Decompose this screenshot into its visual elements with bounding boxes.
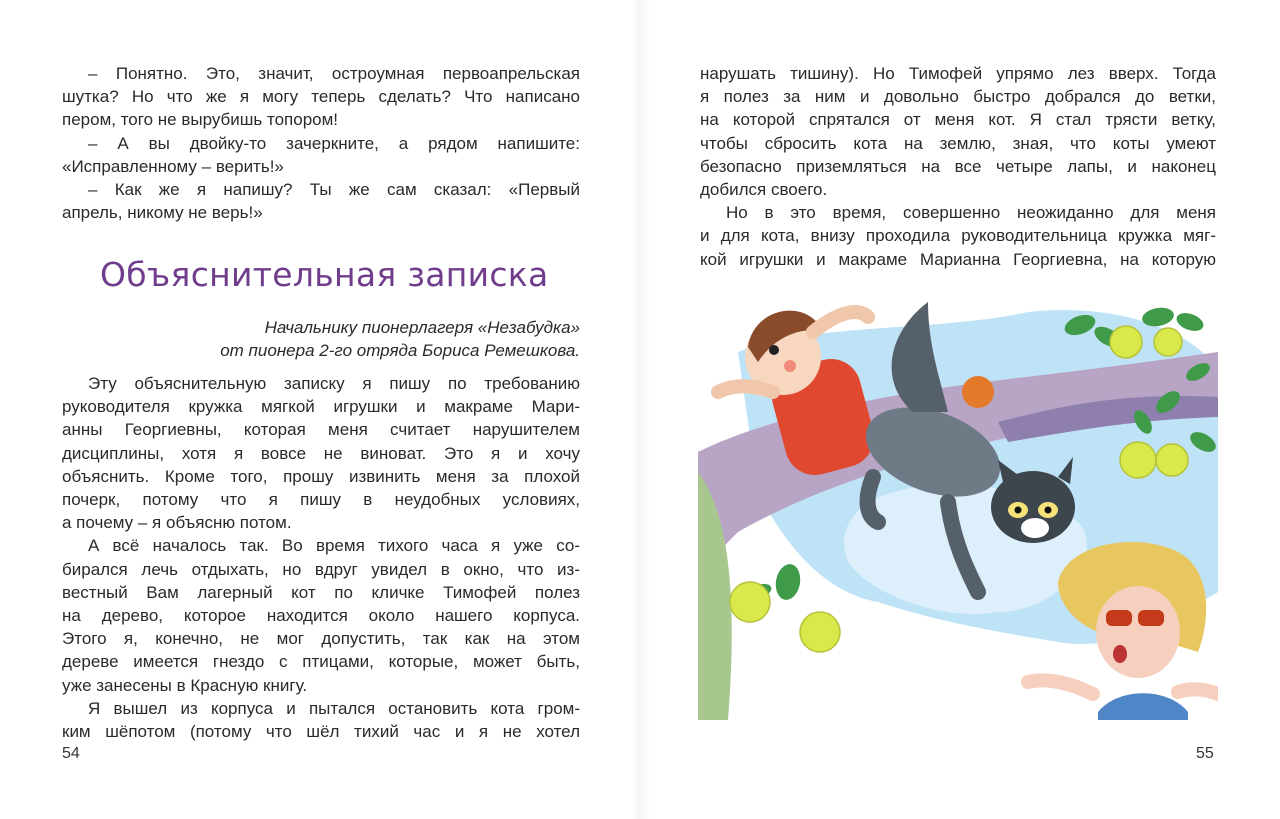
text-line: на которой спрятался от меня кот. Я стал трясти ветку, bbox=[700, 110, 1216, 130]
text-line: дереве имеется гнездо с птицами, которые, может быть, bbox=[62, 652, 580, 672]
text-line: добился своего. bbox=[700, 180, 828, 200]
text-line: А всё началось так. Во время тихого часа я уже со- bbox=[88, 536, 580, 556]
text-line: вестный Вам лагерный кот по кличке Тимофей полез bbox=[62, 582, 580, 602]
text-line: Этого я, конечно, не мог допустить, так как на этом bbox=[62, 629, 580, 649]
text-line: пером, того не вырубишь топором! bbox=[62, 110, 339, 130]
text-line: а почему – я объясню потом. bbox=[62, 513, 292, 533]
addressee-line: от пионера 2-го отряда Бориса Ремешкова. bbox=[220, 341, 580, 361]
body-text bbox=[700, 62, 1216, 271]
text-line: и для кота, внизу проходила руководительница кружка мяг- bbox=[700, 226, 1216, 246]
text-line: кой игрушки и макраме Марианна Георгиевна, на которую bbox=[700, 249, 1216, 269]
right-page bbox=[640, 0, 1280, 819]
dialogue-paragraph bbox=[62, 178, 580, 224]
text-line: безопасно приземляться на все четыре лапы, и наконец bbox=[700, 156, 1216, 176]
page-number: 54 bbox=[62, 745, 80, 762]
text-line: руководителя кружка мягкой игрушки и макраме Мари- bbox=[62, 397, 580, 417]
dialogue-block bbox=[62, 62, 580, 224]
text-line: почерк, потому что я пишу в неудобных условиях, bbox=[62, 490, 580, 510]
text-line: чтобы сбросить кота на землю, зная, что коты умеют bbox=[700, 133, 1216, 153]
text-line: нарушать тишину). Но Тимофей упрямо лез вверх. Тогда bbox=[700, 64, 1216, 83]
addressee-line: Начальнику пионерлагеря «Незабудка» bbox=[264, 318, 580, 337]
page-number: 55 bbox=[1196, 745, 1214, 762]
text-line: «Исправленному – верить!» bbox=[62, 156, 284, 176]
dialogue-paragraph bbox=[62, 132, 580, 178]
text-line: объяснить. Кроме того, прошу извинить меня за плохой bbox=[62, 466, 580, 486]
body-text bbox=[62, 372, 580, 743]
text-line: шутка? Но что же я могу теперь сделать? Что написано bbox=[62, 87, 580, 107]
text-line: на дерево, которое находится около нашего корпуса. bbox=[62, 606, 580, 626]
text-line: – Как же я напишу? Ты же сам сказал: «Первый bbox=[88, 180, 580, 200]
paragraph bbox=[700, 62, 1216, 201]
text-line: – А вы двойку-то зачеркните, а рядом напишите: bbox=[88, 133, 580, 153]
text-line: Эту объяснительную записку я пишу по требованию bbox=[88, 374, 580, 393]
addressee-block bbox=[62, 316, 580, 362]
text-line: ким шёпотом (потому что шёл тихий час и я не хотел bbox=[62, 722, 580, 742]
paragraph bbox=[700, 201, 1216, 271]
text-line: я полез за ним и довольно быстро добрался до ветки, bbox=[700, 87, 1216, 107]
text-line: анны Георгиевны, которая меня считает нарушителем bbox=[62, 420, 580, 440]
text-line: – Понятно. Это, значит, остроумная первоапрельская bbox=[88, 64, 580, 83]
text-line: Я вышел из корпуса и пытался остановить кота гром- bbox=[88, 698, 580, 718]
text-line: бирался лечь отдыхать, но вдруг увидел в окно, что из- bbox=[62, 559, 580, 579]
paragraph bbox=[62, 697, 580, 743]
chapter-heading: Объяснительная записка bbox=[100, 255, 549, 294]
text-line: Но в это время, совершенно неожиданно для меня bbox=[726, 203, 1216, 223]
dialogue-paragraph bbox=[62, 62, 580, 132]
story-illustration bbox=[698, 292, 1218, 720]
text-line: апрель, никому не верь!» bbox=[62, 203, 263, 223]
text-line: уже занесены в Красную книгу. bbox=[62, 675, 308, 695]
text-line: дисциплины, хотя я вовсе не виноват. Это я и хочу bbox=[62, 443, 580, 463]
paragraph bbox=[62, 372, 580, 534]
paragraph bbox=[62, 534, 580, 696]
